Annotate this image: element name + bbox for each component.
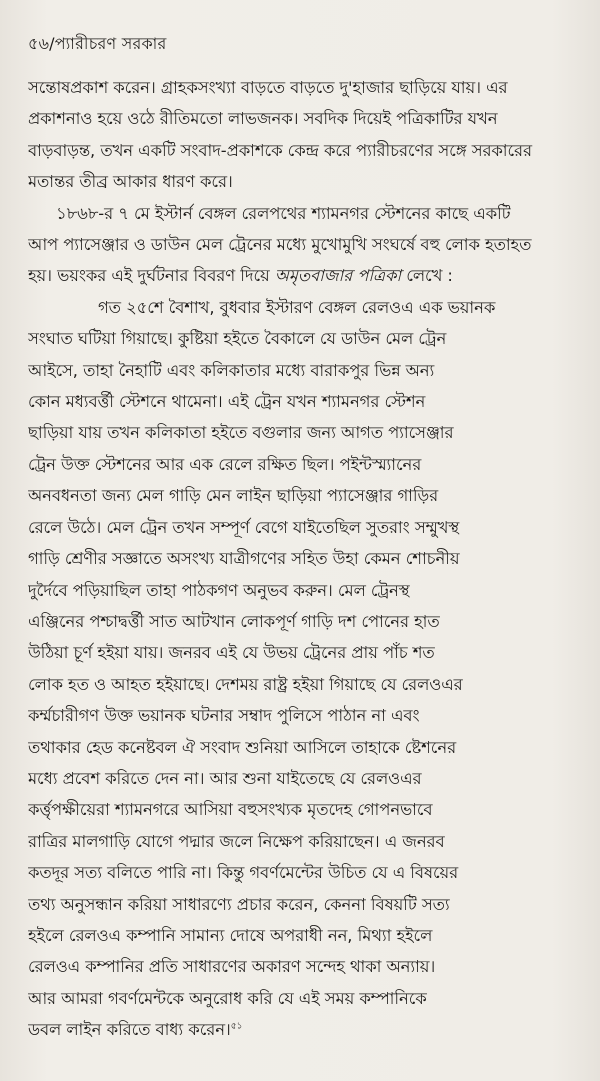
quote-line: সংঘাত ঘটিয়া গিয়াছে। কুষ্টিয়া হইতে বৈকালে যে ডাউন মেল ট্রেন bbox=[28, 329, 447, 349]
quote-line: আর আমরা গবর্ণমেন্টকে অনুরোধ করি যে এই সময় কম্পানিকে bbox=[28, 988, 427, 1008]
quote-line: কর্ত্তৃপক্ষীয়েরা শ্যামনগরে আসিয়া বহুসংখ্যক মৃতদেহ গোপনভাবে bbox=[28, 800, 433, 820]
quote-last-line bbox=[28, 1014, 564, 1045]
quote-line: তথ্য অনুসন্ধান করিয়া সাধারণ্যে প্রচার করেন, কেননা বিষয়টি সত্য bbox=[28, 894, 450, 914]
quote-line: আইসে, তাহা নৈহাটি এবং কলিকাতার মধ্যে বারাকপুর ভিন্ন অন্য bbox=[28, 360, 435, 380]
text-line: সন্তোষপ্রকাশ করেন। গ্রাহকসংখ্যা বাড়তে বাড়তে দু'হাজার ছাড়িয়ে যায়। এর bbox=[28, 78, 508, 97]
quote-line: এঞ্জিনের পশ্চাদ্বর্ত্তী সাত আটখান লোকপূর্ণ গাড়ি দশ পোনের হাত bbox=[28, 611, 440, 631]
text-fragment: হয়। ভয়ংকর এই দুর্ঘটনার বিবরণ দিয়ে bbox=[28, 266, 275, 286]
quote-line: গত ২৫শে বৈশাখ, বুধবার ইস্টারণ বেঙ্গল রেলওএ এক ভয়ানক bbox=[98, 297, 496, 317]
quote-line: রাত্রির মালগাড়ি যোগে পদ্মার জলে নিক্ষেপ করিয়াছেন। এ জনরব bbox=[28, 831, 445, 851]
text-fragment: ডবল লাইন করিতে বাধ্য করেন। bbox=[28, 1020, 231, 1040]
text-line-with-title bbox=[28, 260, 564, 291]
quote-line: লোক হত ও আহত হইয়াছে। দেশময় রাষ্ট্র হইয়া গিয়াছে যে রেলওএর bbox=[28, 674, 463, 694]
quote-line: মধ্যে প্রবেশ করিতে দেন না। আর শুনা যাইতেছে যে রেলওএর bbox=[28, 768, 422, 788]
quote-line: কোন মধ্যবর্ত্তী স্টেশনে থামেনা। এই ট্রেন যখন শ্যামনগর স্টেশন bbox=[28, 392, 426, 412]
text-line: প্রকাশনাও হয়ে ওঠে রীতিমতো লাভজনক। সবদিক দিয়েই পত্রিকাটির যখন bbox=[28, 109, 498, 129]
quote-line: হইলে রেলওএ কম্পানি সামান্য দোষে অপরাধী নন, মিথ্যা হইলে bbox=[28, 925, 433, 945]
quote-line: ছাড়িয়া যায় তখন কলিকাতা হইতে বগুলার জন্য আগত প্যাসেঞ্জার bbox=[28, 423, 454, 443]
quote-line: রেলে উঠে। মেল ট্রেন তখন সম্পূর্ণ বেগে যাইতেছিল সুতরাং সম্মুখস্থ bbox=[28, 517, 460, 537]
newspaper-title: অমৃতবাজার পত্রিকা bbox=[274, 266, 402, 286]
text-line: ১৮৬৮-র ৭ মে ইস্টার্ন বেঙ্গল রেলপথের শ্যামনগর স্টেশনের কাছে একটি bbox=[56, 203, 511, 223]
text-line: বাড়বাড়ন্ত, তখন একটি সংবাদ-প্রকাশকে কেন্দ্র করে প্যারীচরণের সঙ্গে সরকারের bbox=[28, 140, 532, 160]
quote-line: অনবধনতা জন্য মেল গাড়ি মেন লাইন ছাড়িয়া প্যাসেঞ্জার গাড়ির bbox=[28, 486, 439, 506]
block-quote bbox=[28, 292, 564, 1046]
footnote-marker[interactable]: ৫১ bbox=[230, 1021, 243, 1032]
text-line: মতান্তর তীব্র আকার ধারণ করে। bbox=[28, 172, 233, 192]
paragraph-1 bbox=[28, 72, 564, 198]
running-head: ৫৬/প্যারীচরণ সরকার bbox=[28, 34, 167, 53]
quote-line: গাড়ি শ্রেণীর সজ্ঞাতে অসংখ্য যাত্রীগণের সহিত উহা কেমন শোচনীয় bbox=[28, 549, 460, 569]
text-line: আপ প্যাসেঞ্জার ও ডাউন মেল ট্রেনের মধ্যে মুখোমুখি সংঘর্ষে বহু লোক হতাহত bbox=[28, 235, 532, 255]
quote-line: কতদূর সত্য বলিতে পারি না। কিন্তু গবর্ণমেন্টের উচিত যে এ বিষয়ের bbox=[28, 863, 459, 883]
paragraph-2 bbox=[28, 198, 564, 292]
quote-line: রেলওএ কম্পানির প্রতি সাধারণের অকারণ সন্দেহ থাকা অন্যায়। bbox=[28, 957, 436, 977]
text-fragment: লেখে : bbox=[401, 266, 453, 286]
quote-line: উঠিয়া চূর্ণ হইয়া যায়। জনরব এই যে উভয় ট্রেনের প্রায় পাঁচ শত bbox=[28, 643, 435, 663]
quote-line: ট্রেন উক্ত স্টেশনের আর এক রেলে রক্ষিত ছিল। পইন্টস্ম্যানের bbox=[28, 454, 422, 474]
quote-line: কর্ম্মচারীগণ উক্ত ভয়ানক ঘটনার সম্বাদ পুলিসে পাঠান না এবং bbox=[28, 706, 420, 726]
quote-line: তথাকার হেড কনেষ্টবল ঐ সংবাদ শুনিয়া আসিলে তাহাকে ষ্টেশনের bbox=[28, 737, 457, 757]
quote-line: দুর্দৈবে পড়িয়াছিল তাহা পাঠকগণ অনুভব করুন। মেল ট্রেনস্থ bbox=[28, 580, 410, 600]
